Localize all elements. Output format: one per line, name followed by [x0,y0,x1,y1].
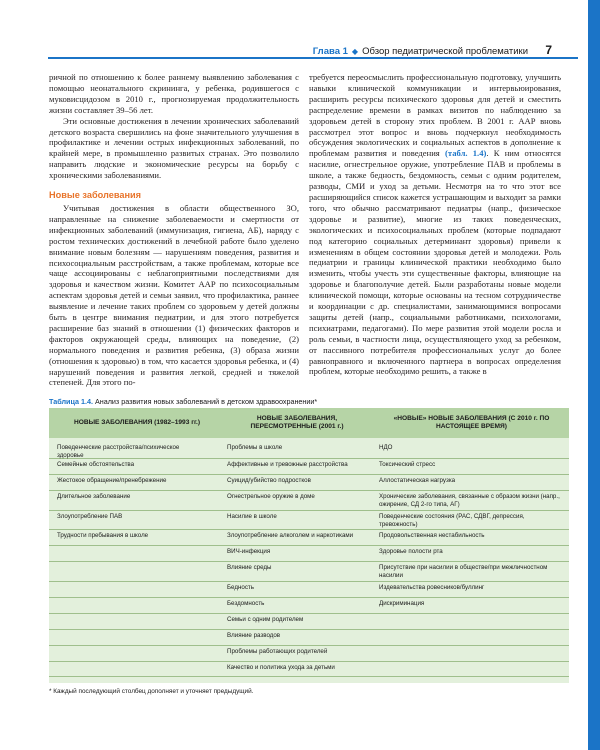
table-row [49,598,569,614]
right-text-column [309,72,561,377]
paragraph: Учитывая достижения в области общественного ЗО, направленные на снижение заболеваемости и смертности от инфекционных заболеваний (иммунизация, гигиена, АБ), наряду с ростом технических достижений в лечебной работе было уделено внимание новым болезням — нарушениям поведения, развития и психосоциальным расстройствам, а также проблемам, которые все чаще ассоциированы с неблагоприятными последствиями для здоровья и качеством жизни. Комитет ААР по психосоциальным аспектам здоровья детей и семьи заявил, что профилактика, раннее выявление и лечение таких проблем со здоровьем у детей должны быть в центре внимания педиатрии, и для этого потребуется расширение баз знаний в отношении (1) физических факторов и факторов окружающей среды, влияющих на поведение, (2) нормального поведения и развития ребенка, (3) образа жизни (отношения к здоровью) в том, что касается здоровья ребенка, и (4) нарушений поведения и развития легкой, средней и тяжелой степеней. Для этого по- [49,202,299,388]
table-row [49,530,569,546]
table-row [49,662,569,677]
paragraph-text: . К ним относятся насилие, огнестрельное оружие, употребление ПАВ и проблемы в школе, а также бедность, бездомность, семьи с одним родителем, разводы, СМИ и уход за детьми. Несмотря на то что этот все расширяющийся список кажется устрашающим и выходит за рамки того, что обычно рассматривают педиатры (напр., физическое здоровье и развитие), многие из таких поведенческих, экологических и психосоциальных проблем (которые подпадают под категорию социальных детерминант здоровья) привели к изменениям в общем состоянии здоровья детей и молодежи. Роль педиатрии и границы клинической практики необходимо было изменить, чтобы учесть эти существенные факторы, влияющие на здоровье и благополучие детей. Были разработаны новые модели клинической помощи, которые основаны на тесном сотрудничестве и координации с др. специалистами, занимающимися вопросами защиты детей (напр., социальными работниками, психологами, психиатрами, педагогами). По мере развития этой модели росла и роль семьи, в частности лица, осуществляющего уход за ребенком, от пассивного потребителя профессиональных услуг до более равноправного и включенного партнера в вопросах определения проблем, которые необходимо решить, а также в [309,148,562,377]
table-row [49,475,569,491]
table-row [49,459,569,475]
table-cell: Аллостатическая нагрузка [379,477,456,484]
table-cell: Издевательства ровесников/буллинг [379,584,485,591]
table-row [49,546,569,562]
table-row [49,646,569,662]
table-cell: Злоупотребление ПАВ [57,513,123,520]
table-header-cell: НОВЫЕ ЗАБОЛЕВАНИЯ, ПЕРЕСМОТРЕННЫЕ (2001 г.) [250,415,344,430]
table-cell: Поведенческие расстройства/психическое здоровье [57,444,180,459]
table-row [49,614,569,630]
table-cell: Длительное заболевание [57,493,131,500]
table-row [49,562,569,582]
table-cell: Бедность [227,584,254,591]
table-label: Таблица 1.4. [49,397,93,406]
table-row [49,442,569,459]
table-cell: Семьи с одним родителем [227,616,304,623]
page-edge-color-bar [588,0,600,750]
table-row [49,511,569,530]
table-cell: Аффективные и тревожные расстройства [227,461,348,468]
table-cell: Проблемы в школе [227,444,283,451]
table-cell: Токсический стресс [379,461,436,468]
chapter-label: Глава 1 [312,46,348,57]
paragraph: Эти основные достижения в лечении хронических заболеваний детского возраста свершились на фоне значительного улучшения в профилактике и лечении острых инфекционных заболеваний, по крайней мере, в промышленно развитых странах. Это позволило направить людские и экономические ресурсы на борьбу с хроническими заболеваниями. [49,115,299,181]
page-number: 7 [545,43,552,57]
table-reference-link[interactable]: (табл. 1.4) [445,148,487,159]
left-text-column [49,72,299,388]
paragraph [309,72,561,377]
table-cell: Здоровье полости рта [379,548,443,555]
table-cell: Присутствие при насилии в обществе/при межличностном насилии [379,564,548,579]
table-cell: Огнестрельное оружие в доме [227,493,315,500]
table-cell: ВИЧ-инфекция [227,548,271,555]
table-row [49,630,569,646]
table-footnote: * Каждый последующий столбец дополняет и уточняет предыдущий. [49,688,254,695]
table-cell: НДО [379,444,393,451]
table-row [49,491,569,511]
diamond-icon: ◆ [351,47,359,56]
table-cell: Семейные обстоятельства [57,461,135,468]
table-cell: Злоупотребление алкоголем и наркотиками [227,532,354,539]
table-cell: Трудности пребывания в школе [57,532,149,539]
table-cell: Бездомность [227,600,265,607]
table-cell: Влияние разводов [227,632,281,639]
table-cell: Продовольственная нестабильность [379,532,485,539]
table-body [49,442,569,677]
table-cell: Насилие в школе [227,513,277,520]
table-cell: Качество и политика ухода за детьми [227,664,335,671]
table-header-cell: НОВЫЕ ЗАБОЛЕВАНИЯ (1982–1993 гг.) [73,419,201,426]
header-rule [48,57,578,59]
table-caption-text: Анализ развития новых заболеваний в детском здравоохранении* [94,397,318,406]
table-cell: Хронические заболевания, связанные с образом жизни (напр., ожирение, СД 2-го типа, АГ) [379,493,560,508]
emerging-diseases-table [49,408,569,683]
table-caption [49,397,569,406]
table-cell: Влияние среды [227,564,272,571]
table-cell: Жестокое обращение/пренебрежение [57,477,167,484]
running-header [313,46,528,57]
table-cell: Поведенческие состояния (РАС, СДВГ, депрессия, тревожность) [379,513,525,528]
table-cell: Проблемы работающих родителей [227,648,328,655]
table-header-row [49,408,569,438]
table-row [49,582,569,598]
table-header-cell: «НОВЫЕ» НОВЫЕ ЗАБОЛЕВАНИЯ (С 2010 г. ПО НАСТОЯЩЕЕ ВРЕМЯ) [393,415,550,430]
table-cell: Суицид/убийство подростков [227,477,311,484]
chapter-title: Обзор педиатрической проблематики [362,46,528,57]
section-heading: Новые заболевания [49,190,142,201]
paragraph: ричной по отношению к более раннему выявлению заболевания с помощью неонатального скрининга, у ребенка, родившегося с муковисцидозом в 2010 г., прогнозируемая продолжительность жизни составляет 39–56 лет. [49,72,299,115]
paragraph-text: требуется переосмыслить профессиональную подготовку, улучшить навыки клинической коммуникации и интервьюирования, расширить ресурсы психического здоровья для детей и сместить распределение времени в рамках визитов по наблюдению за здоровьем детей в сторону этих проблем. В 2001 г. ААР вновь рассмотрел этот вопрос и вновь подчеркнул необходимость обсуждения экологических и социальных аспектов в дополнение к проблемам развития и поведения [309,72,561,159]
table-cell: Дискриминация [379,600,425,607]
